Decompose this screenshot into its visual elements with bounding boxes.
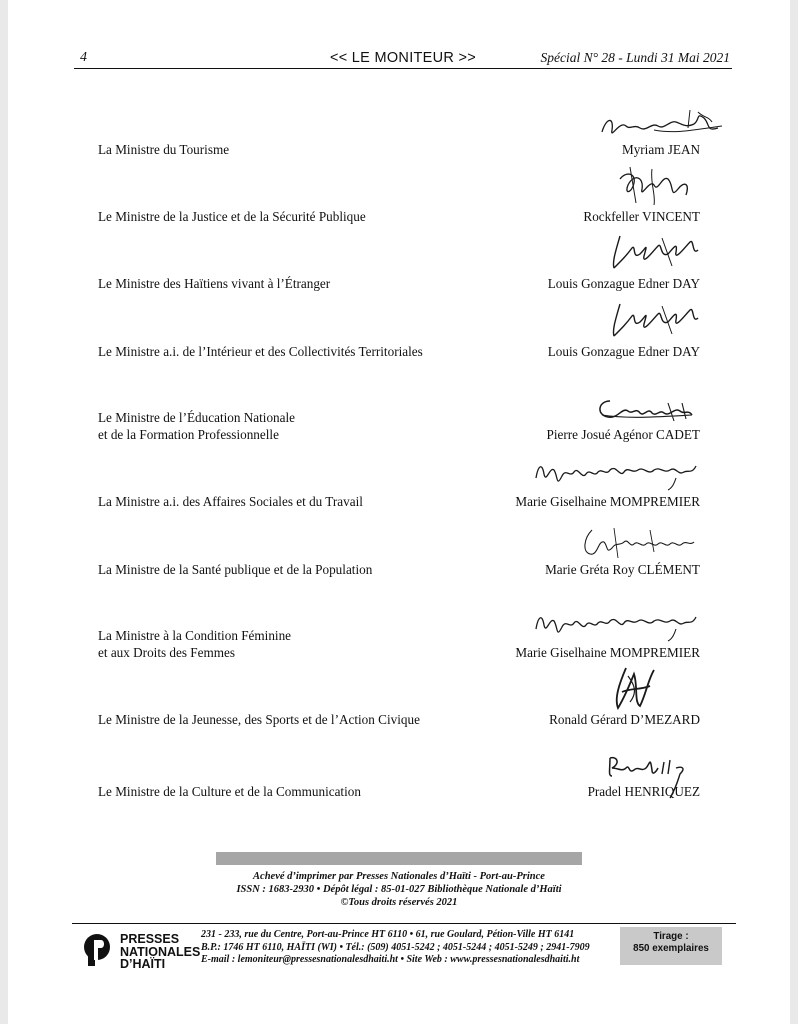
publisher-footer xyxy=(72,923,736,974)
signatory-row xyxy=(8,518,790,578)
minister-role: La Ministre de la Santé publique et de la Population xyxy=(98,562,373,577)
issn-line: ISSN : 1683-2930 • Dépôt légal : 85-01-027 Bibliothèque Nationale d’Haïti xyxy=(236,884,562,895)
signature-marie-giselhaine-mompremier xyxy=(528,448,708,508)
signature-pradel-henriquez xyxy=(604,746,754,806)
signatory-row xyxy=(8,232,790,292)
minister-role: Le Ministre de la Culture et de la Communication xyxy=(98,784,361,799)
page-header xyxy=(74,50,732,69)
signature-louis-gonzague-edner-day xyxy=(602,226,752,286)
tirage-label: Tirage : xyxy=(653,931,689,942)
newspaper-title: << LE MONITEUR >> xyxy=(329,50,477,66)
minister-name: Pierre Josué Agénor CADET xyxy=(546,427,700,442)
signature-ronald-gerard-dmezard xyxy=(600,662,750,722)
signatory-row xyxy=(8,450,790,510)
minister-name: Pradel HENRIQUEZ xyxy=(587,784,700,799)
signature-louis-gonzague-edner-day xyxy=(602,294,752,354)
colophon xyxy=(158,870,640,909)
address-line: 231 - 233, rue du Centre, Port-au-Prince HT 6110 • 61, rue Goulard, Pétion-Ville HT 6141 xyxy=(201,929,575,940)
publisher-brand: PRESSES NATIONALES D’HAÏTI xyxy=(120,932,201,971)
signature-pierre-josue-agenor-cadet xyxy=(588,385,738,445)
minister-role: Le Ministre a.i. de l’Intérieur et des Collectivités Territoriales xyxy=(98,344,423,359)
minister-name: Louis Gonzague Edner DAY xyxy=(547,276,700,291)
minister-name: Louis Gonzague Edner DAY xyxy=(547,344,700,359)
minister-name: Marie Giselhaine MOMPREMIER xyxy=(515,494,700,509)
copyright-line: ©Tous droits réservés 2021 xyxy=(340,897,458,908)
minister-name: Marie Gréta Roy CLÉMENT xyxy=(545,562,700,577)
contact-line: E-mail : lemoniteur@pressesnationalesdhaiti.ht • Site Web : www.pressesnationalesdhaiti.ht xyxy=(201,954,580,965)
minister-role: Le Ministre des Haïtiens vivant à l’Étranger xyxy=(98,276,331,291)
minister-name: Myriam JEAN xyxy=(621,142,700,157)
issue-info: Spécial N° 28 - Lundi 31 Mai 2021 xyxy=(540,50,730,65)
signature-marie-giselhaine-mompremier xyxy=(528,599,708,659)
minister-name: Ronald Gérard D’MEZARD xyxy=(549,712,700,727)
signatory-row xyxy=(8,165,790,225)
page-number: 4 xyxy=(80,50,87,65)
signature-myriam-jean xyxy=(594,98,744,158)
presses-nationales-logo-icon xyxy=(82,932,112,966)
signatory-row xyxy=(8,300,790,360)
minister-role: La Ministre du Tourisme xyxy=(98,142,230,157)
minister-name: Marie Giselhaine MOMPREMIER xyxy=(515,645,700,660)
minister-role: Le Ministre de l’Éducation Nationale et de la Formation Professionnelle xyxy=(98,410,296,442)
signatory-row xyxy=(8,383,790,443)
minister-role: La Ministre a.i. des Affaires Sociales et du Travail xyxy=(98,494,363,509)
signatory-row xyxy=(8,98,790,158)
minister-role: Le Ministre de la Jeunesse, des Sports et de l’Action Civique xyxy=(98,712,420,727)
minister-name: Rockfeller VINCENT xyxy=(583,209,700,224)
print-run-box xyxy=(620,927,722,965)
signature-marie-greta-roy-clement xyxy=(574,518,724,578)
publisher-address xyxy=(201,929,609,967)
signatory-row xyxy=(8,668,790,728)
separator-bar xyxy=(216,852,582,865)
minister-role: La Ministre à la Condition Féminine et aux Droits des Femmes xyxy=(98,628,292,660)
signature-rockfeller-vincent xyxy=(600,159,750,219)
phone-line: B.P.: 1746 HT 6110, HAÏTI (WI) • Tél.: (509) 4051-5242 ; 4051-5244 ; 4051-5249 ; 2941-7909 xyxy=(201,941,590,953)
signatory-row xyxy=(8,740,790,800)
printer-line: Achevé d’imprimer par Presses Nationales d’Haïti - Port-au-Prince xyxy=(253,871,545,882)
minister-role: Le Ministre de la Justice et de la Sécurité Publique xyxy=(98,209,366,224)
tirage-value: 850 exemplaires xyxy=(633,943,709,954)
signatory-row xyxy=(8,601,790,661)
gazette-page xyxy=(8,0,790,1024)
